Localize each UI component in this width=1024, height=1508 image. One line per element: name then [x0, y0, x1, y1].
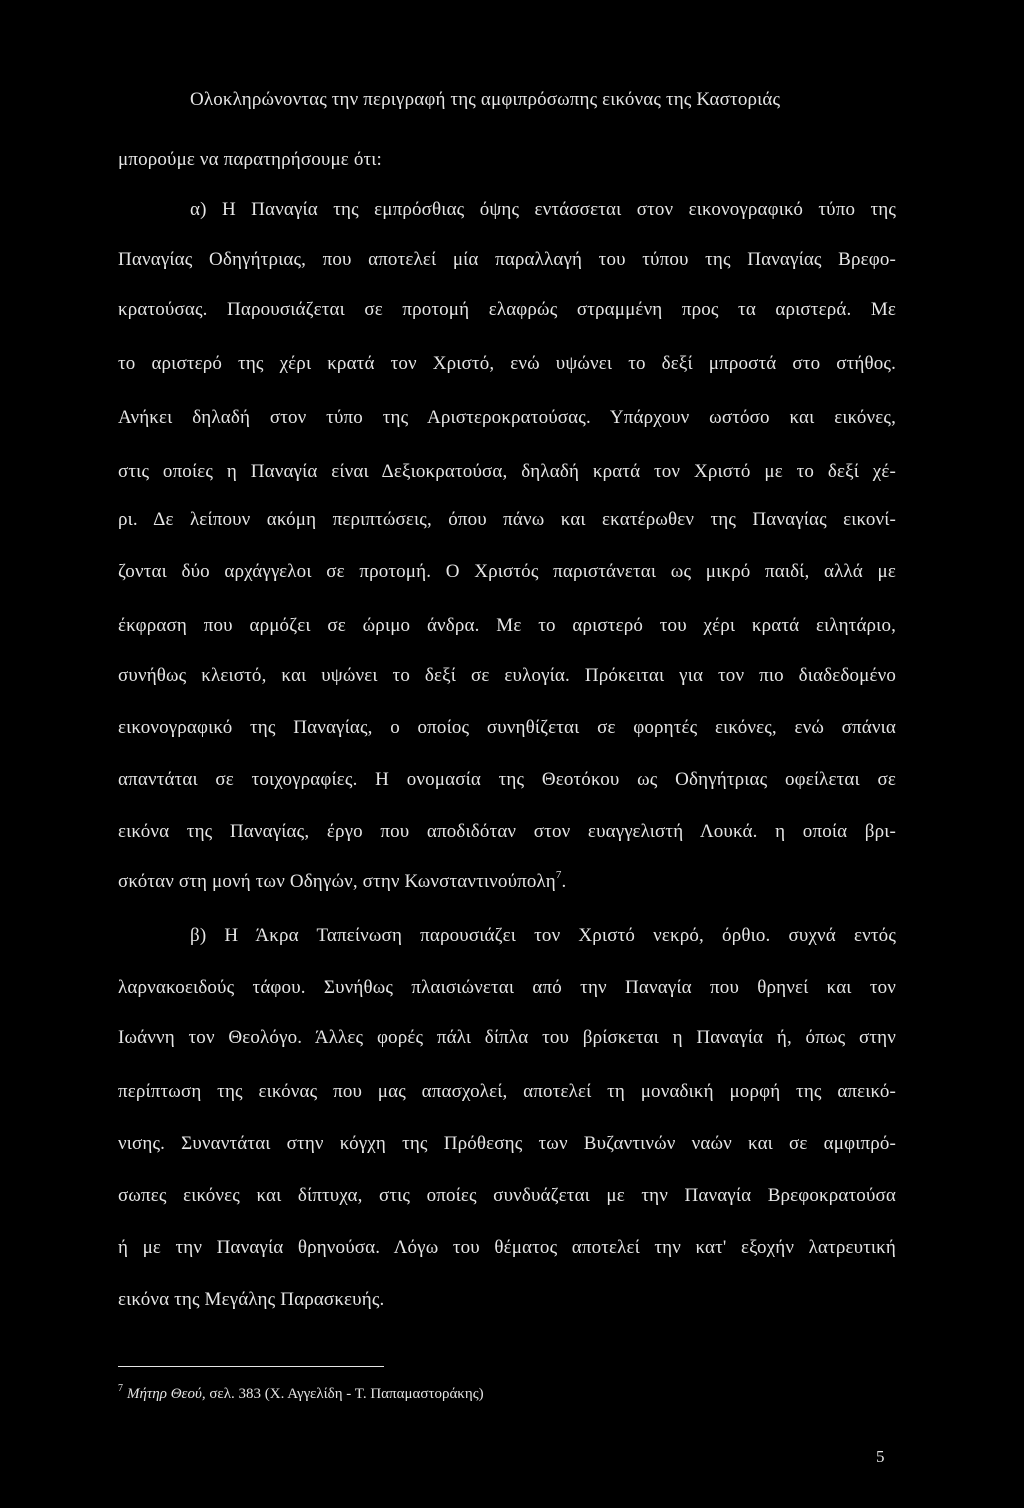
text-line: κρατούσας. Παρουσιάζεται σε προτομή ελαφρώς στραμμένη προς τα αριστερά. Με [118, 299, 896, 320]
footnote [118, 1384, 484, 1406]
text-line: συνήθως κλειστό, και υψώνει το δεξί σε ευλογία. Πρόκειται για τον πιο διαδεδομένο [118, 665, 896, 686]
text-line: Ανήκει δηλαδή στον τύπο της Αριστεροκρατούσας. Υπάρχουν ωστόσο και εικόνες, [118, 407, 896, 428]
text-line: έκφραση που αρμόζει σε ώριμο άνδρα. Με το αριστερό του χέρι κρατά ειλητάριο, [118, 615, 896, 636]
text-line: περίπτωση της εικόνας που μας απασχολεί, αποτελεί τη μοναδική μορφή της απεικό- [118, 1081, 896, 1102]
footnote-divider [118, 1366, 384, 1367]
text-line: β) Η Άκρα Ταπείνωση παρουσιάζει τον Χριστό νεκρό, όρθιο. συχνά εντός [190, 925, 896, 946]
footnote-citation: σελ. 383 (Χ. Αγγελίδη - Τ. Παπαμαστοράκης) [205, 1386, 484, 1402]
sentence-end: . [561, 871, 567, 892]
text-line: ζονται δύο αρχάγγελοι σε προτομή. Ο Χριστός παριστάνεται ως μικρό παιδί, αλλά με [118, 561, 896, 582]
text-line: ή με την Παναγία θρηνούσα. Λόγω του θέματος αποτελεί την κατ' εξοχήν λατρευτική [118, 1237, 896, 1258]
text-line: Παναγίας Οδηγήτριας, που αποτελεί μία παραλλαγή του τύπου της Παναγίας Βρεφο- [118, 249, 896, 270]
text-line: εικόνα της Παναγίας, έργο που αποδιδόταν στον ευαγγελιστή Λουκά. η οποία βρι- [118, 821, 896, 842]
text-line: νισης. Συναντάται στην κόγχη της Πρόθεσης των Βυζαντινών ναών και σε αμφιπρό- [118, 1133, 896, 1154]
text-line: μπορούμε να παρατηρήσουμε ότι: [118, 149, 382, 170]
text-line: λαρνακοειδούς τάφου. Συνήθως πλαισιώνεται από την Παναγία που θρηνεί και τον [118, 977, 896, 998]
page-number: 5 [876, 1447, 885, 1466]
text-line: απαντάται σε τοιχογραφίες. Η ονομασία της Θεοτόκου ως Οδηγήτριας οφείλεται σε [118, 769, 896, 790]
text-line: ρι. Δε λείπουν ακόμη περιπτώσεις, όπου πάνω και εκατέρωθεν της Παναγίας εικονί- [118, 509, 896, 530]
text-line: στις οποίες η Παναγία είναι Δεξιοκρατούσα, δηλαδή κρατά τον Χριστό με το δεξί χέ- [118, 461, 896, 482]
text-line: εικόνα της Μεγάλης Παρασκευής. [118, 1289, 385, 1310]
footnote-mark: 7 [118, 1383, 123, 1394]
text-line: Ιωάννη τον Θεολόγο. Άλλες φορές πάλι δίπλα του βρίσκεται η Παναγία ή, όπως στην [118, 1027, 896, 1048]
text-line-body: σκόταν στη μονή των Οδηγών, στην Κωνσταντινούπολη [118, 871, 556, 892]
text-line: το αριστερό της χέρι κρατά τον Χριστό, ενώ υψώνει το δεξί μπροστά στο στήθος. [118, 353, 896, 374]
text-line: Ολοκληρώνοντας την περιγραφή της αμφιπρόσωπης εικόνας της Καστοριάς [190, 89, 781, 110]
text-line: α) Η Παναγία της εμπρόσθιας όψης εντάσσεται στον εικονογραφικό τύπο της [190, 199, 896, 220]
text-line [118, 870, 566, 894]
footnote-title: Μήτηρ Θεού, [127, 1386, 206, 1402]
text-line: σωπες εικόνες και δίπτυχα, στις οποίες συνδυάζεται με την Παναγία Βρεφοκρατούσα [118, 1185, 896, 1206]
footnote-reference: 7 [555, 868, 562, 881]
text-line: εικονογραφικό της Παναγίας, ο οποίος συνηθίζεται σε φορητές εικόνες, ενώ σπάνια [118, 717, 896, 738]
